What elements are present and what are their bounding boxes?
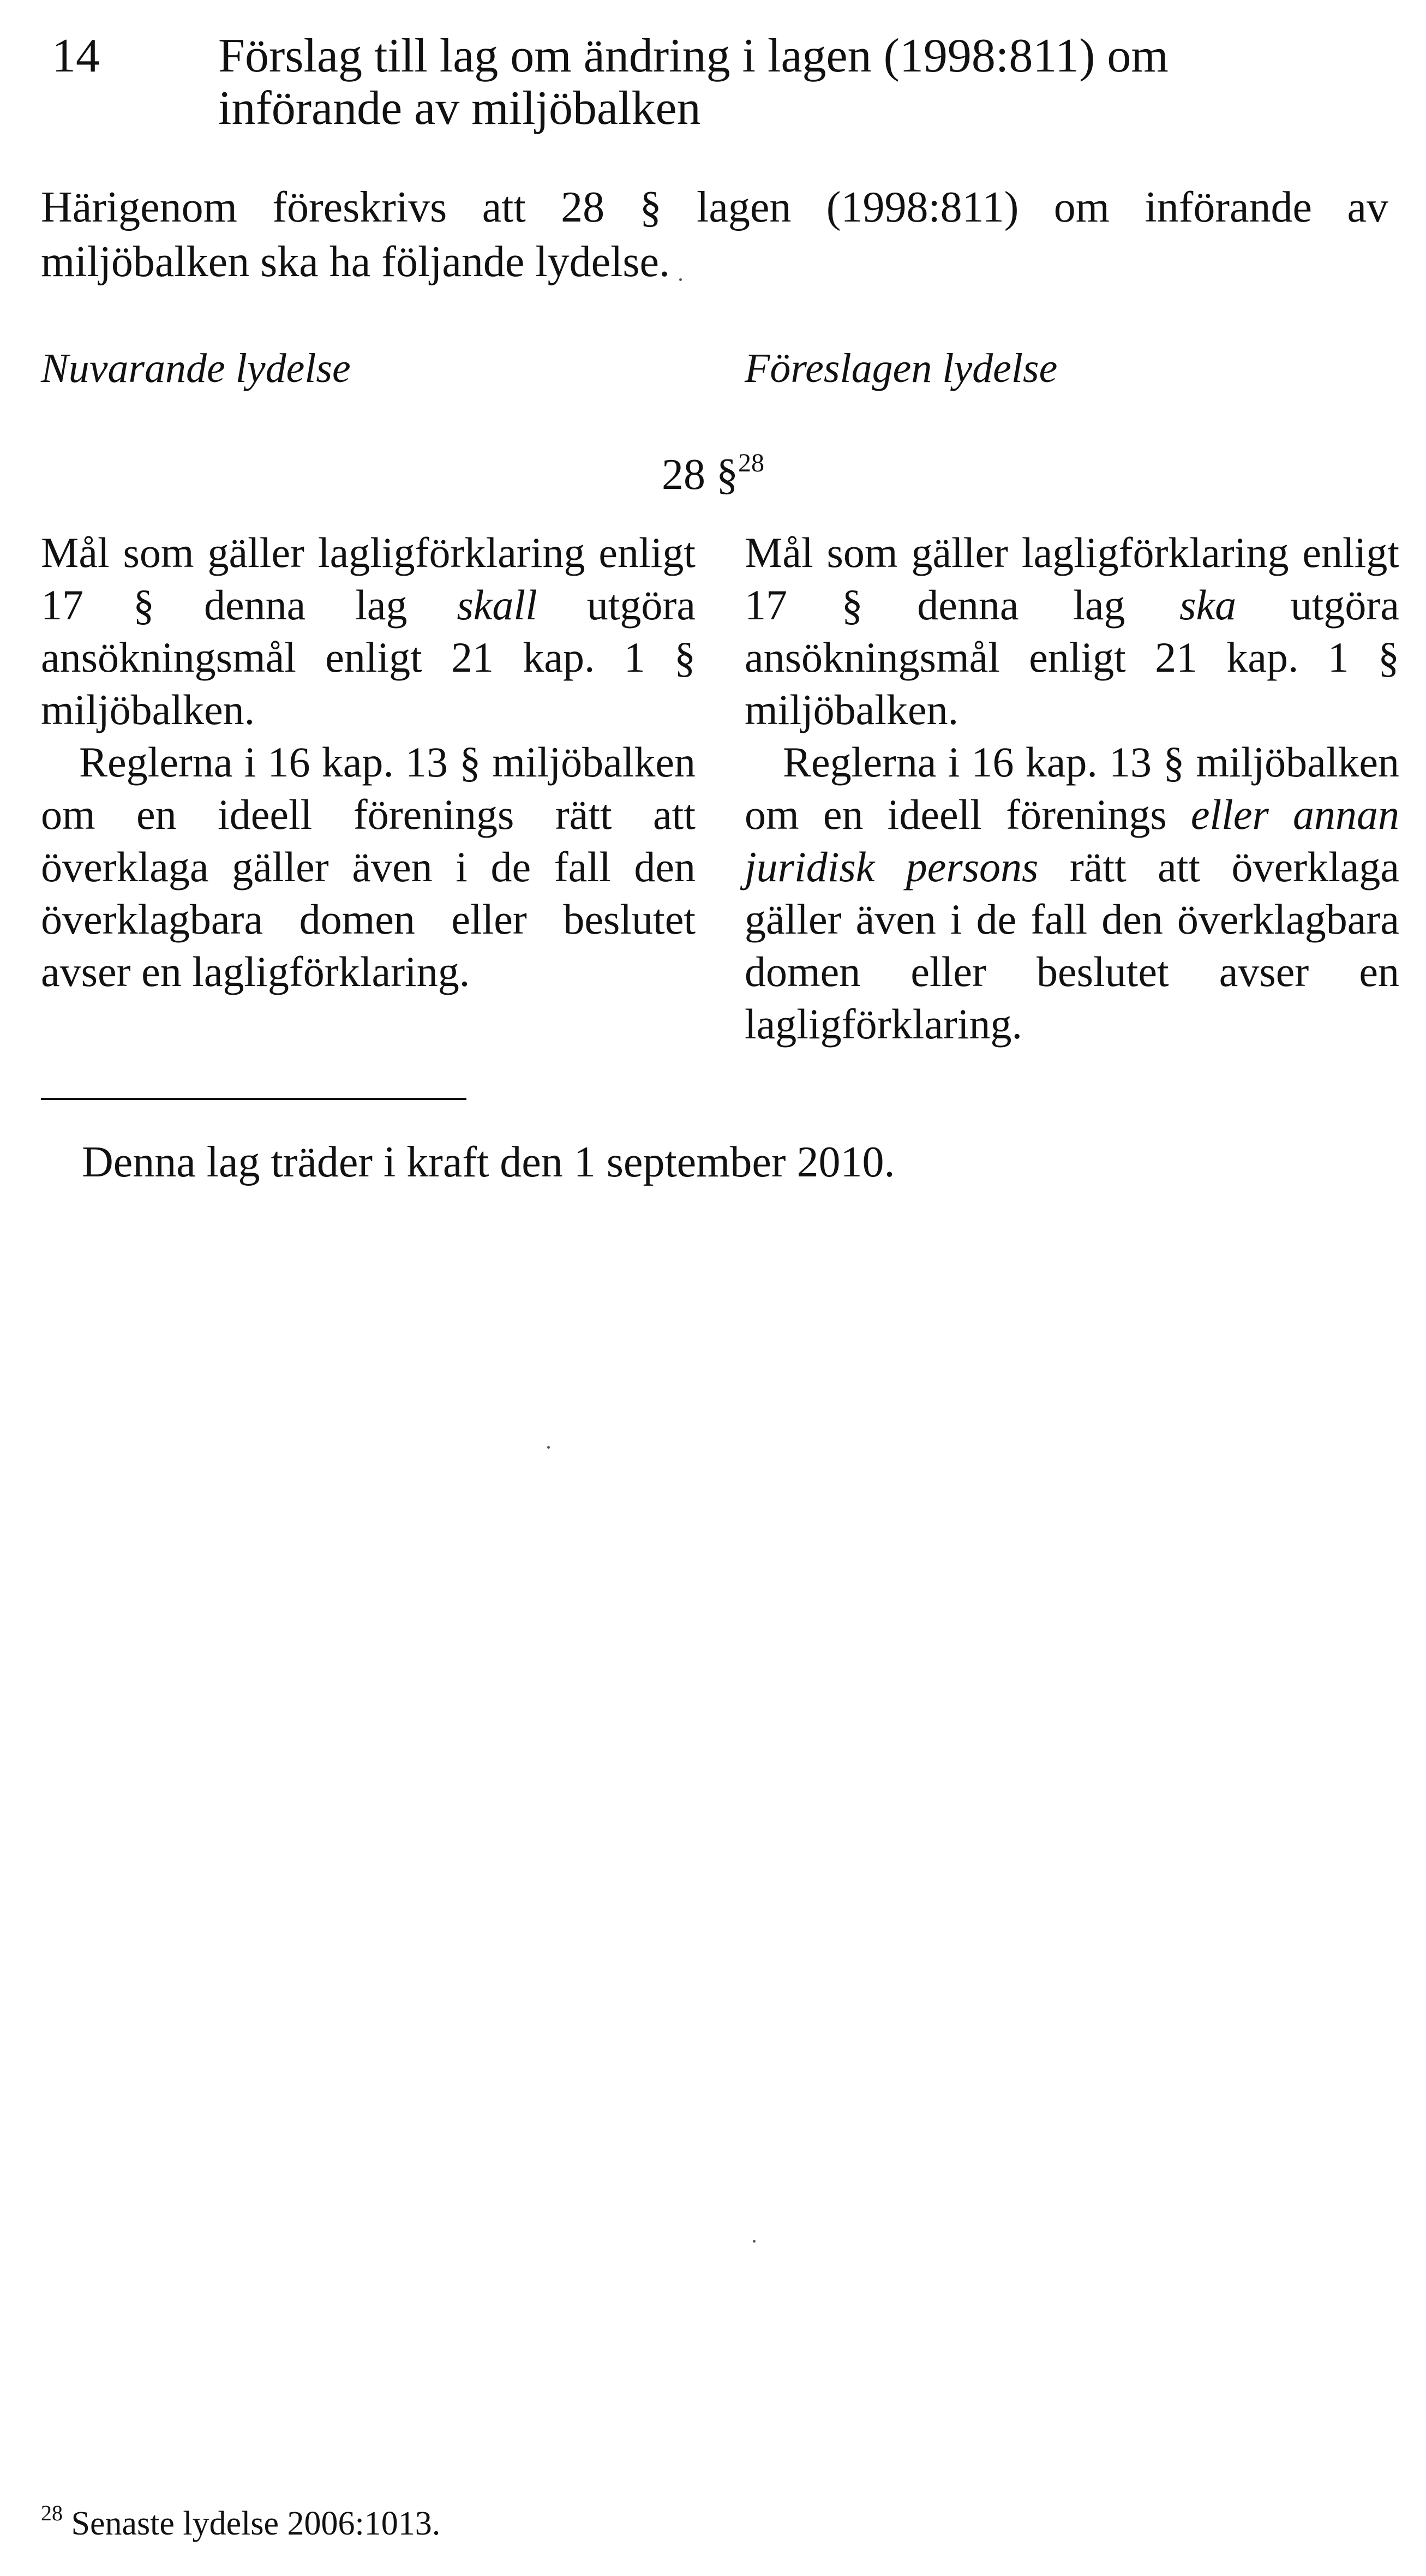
footnote [41,2502,440,2545]
section-number [0,447,1426,502]
current-paragraph-2: Reglerna i 16 kap. 13 § miljöbalken om en ideell förenings rätt att överklaga gäller även i de fall den överklagbara domen eller beslutet avser en lagligförklaring. [41,738,696,995]
proposed-p1-text-a: Mål som gäller lagligförklaring enligt 17 § denna lag [745,529,1399,629]
proposed-p1-emphasis: ska [1179,581,1237,629]
section-footnote-ref: 28 [738,449,764,477]
current-paragraph-1 [41,527,696,736]
current-wording-column [41,527,696,998]
proposed-p2-emphasis: eller annan juridisk persons [745,791,1400,890]
scan-speck [547,1446,550,1449]
current-p1-emphasis: skall [457,581,537,629]
scan-speck [679,278,682,281]
footnote-text: Senaste lydelse 2006:1013. [63,2505,441,2542]
proposed-wording-column [745,527,1399,1050]
bill-title: Förslag till lag om ändring i lagen (1998:811) om införande av miljöbalken [218,29,1169,135]
proposed-paragraph-2 [745,736,1399,1050]
current-p1-text-a: Mål som gäller lagligförklaring enligt 17 § denna lag [41,529,696,629]
section-label: 28 § [662,451,738,499]
proposed-p2-text-a: Reglerna i 16 kap. 13 § miljöbalken om en ideell förenings [745,738,1399,838]
proposed-p1-text-b: utgöra ansökningsmål enligt 21 kap. 1 § miljöbalken. [745,581,1400,733]
proposed-paragraph-1 [745,527,1399,736]
proposed-wording-heading: Föreslagen lydelse [745,345,1058,391]
current-wording-heading: Nuvarande lydelse [41,345,351,391]
intro-paragraph: Härigenom föreskrivs att 28 § lagen (1998:811) om införande av miljöbalken ska ha följande lydelse. [41,183,1388,286]
separator-rule [41,1098,466,1100]
effective-date-text: Denna lag träder i kraft den 1 september 2010. [82,1138,895,1186]
bill-number: 14 [52,29,100,82]
footnote-marker: 28 [41,2501,63,2525]
current-p1-text-b: utgöra ansökningsmål enligt 21 kap. 1 § miljöbalken. [41,581,696,733]
proposed-p2-text-b: rätt att överklaga gäller även i de fall den överklagbara domen eller beslutet avser en lagligförklaring. [745,843,1399,1048]
scan-speck [753,2240,756,2243]
